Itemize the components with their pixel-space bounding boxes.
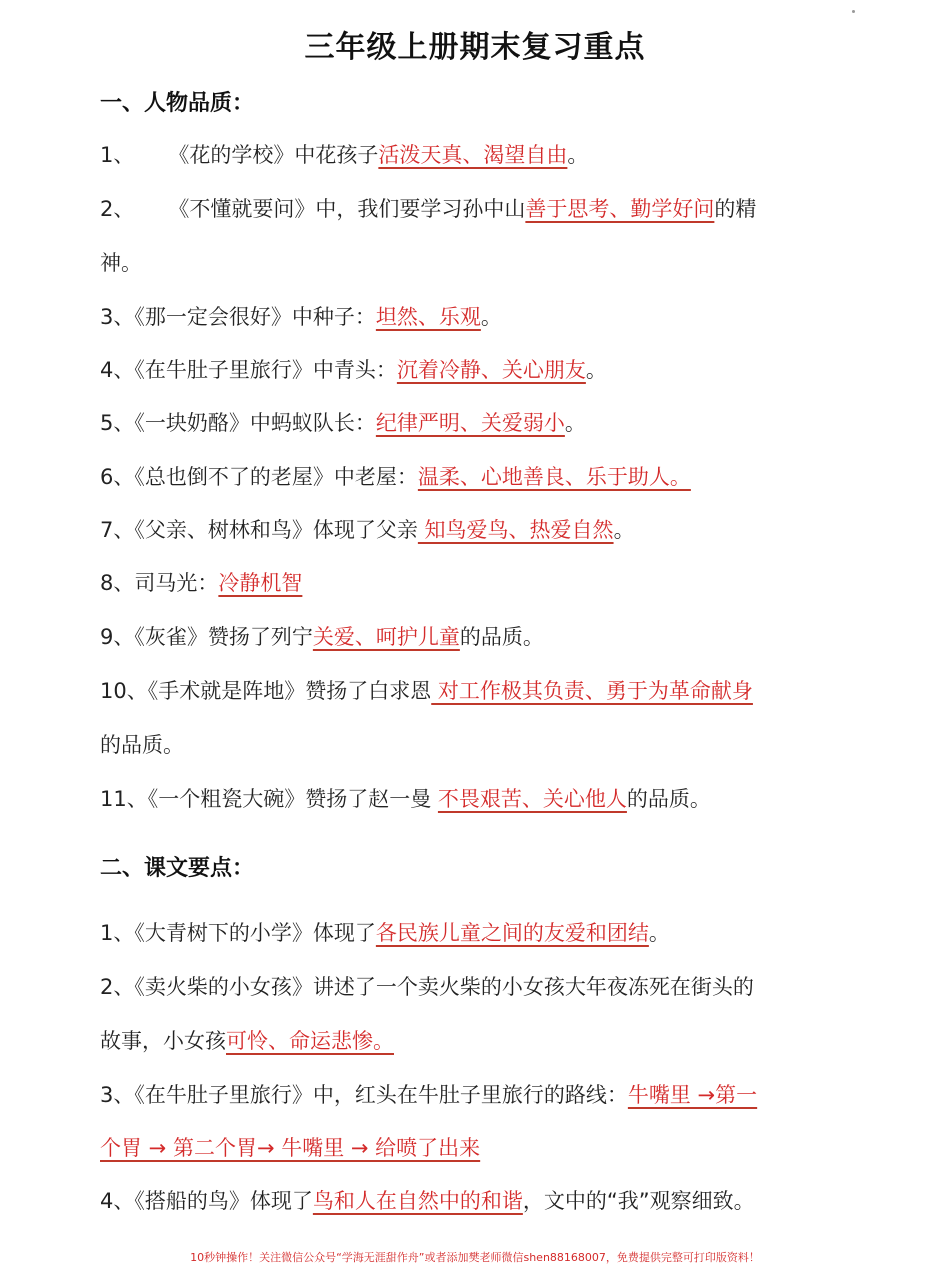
highlight-answer: 知鸟爱鸟、热爱自然 (417, 518, 614, 542)
page-title: 三年级上册期末复习重点 (304, 30, 646, 65)
list-item: 1、《大青树下的小学》体现了各民族儿童之间的友爱和团结。 (100, 921, 670, 945)
list-item: 4、《在牛肚子里旅行》中青头：沉着冷静、关心朋友。 (100, 358, 607, 382)
list-item-continuation: 故事，小女孩可怜、命运悲惨。 (100, 1029, 394, 1053)
highlight-answer: 关爱、呵护儿童 (312, 625, 460, 649)
highlight-answer: 善于思考、勤学好问 (525, 197, 715, 221)
list-item: 8、司马光：冷静机智 (100, 571, 303, 595)
highlight-answer: 沉着冷静、关心朋友 (396, 358, 586, 382)
highlight-answer: 牛嘴里 →第一 (627, 1083, 758, 1107)
highlight-answer: 鸟和人在自然中的和谐 (312, 1189, 523, 1213)
highlight-answer: 温柔、心地善良、乐于助人。 (417, 465, 691, 489)
highlight-answer: 可怜、命运悲惨。 (226, 1029, 394, 1053)
highlight-answer: 坦然、乐观 (375, 305, 481, 329)
highlight-answer: 各民族儿童之间的友爱和团结 (375, 921, 649, 945)
list-item: 5、《一块奶酪》中蚂蚁队长：纪律严明、关爱弱小。 (100, 411, 586, 435)
section-heading-lessons: 二、课文要点： (100, 856, 255, 881)
highlight-answer: 不畏艰苦、关心他人 (437, 787, 627, 811)
list-item-continuation: 的品质。 (100, 733, 184, 757)
list-item: 2、 《不懂就要问》中，我们要学习孙中山善于思考、勤学好问的精 (100, 197, 757, 221)
highlight-answer: 冷静机智 (218, 571, 303, 595)
list-item: 4、《搭船的鸟》体现了鸟和人在自然中的和谐，文中的“我”观察细致。 (100, 1189, 755, 1213)
list-item: 2、《卖火柴的小女孩》讲述了一个卖火柴的小女孩大年夜冻死在街头的 (100, 975, 754, 999)
list-item: 9、《灰雀》赞扬了列宁关爱、呵护儿童的品质。 (100, 625, 544, 649)
list-item: 3、《那一定会很好》中种子：坦然、乐观。 (100, 305, 502, 329)
section-heading-character: 一、人物品质： (100, 91, 255, 116)
highlight-answer: 对工作极其负责、勇于为革命献身 (431, 679, 753, 703)
list-item: 6、《总也倒不了的老屋》中老屋：温柔、心地善良、乐于助人。 (100, 465, 691, 489)
list-item: 7、《父亲、树林和鸟》体现了父亲 知鸟爱鸟、热爱自然。 (100, 518, 635, 542)
list-item-continuation: 神。 (100, 251, 142, 275)
footer-promo-text: 10秒钟操作！关注微信公众号“学海无涯甜作舟”或者添加樊老师微信shen88168007，免费提供完整可打印版资料！ (190, 1251, 760, 1264)
list-item: 1、 《花的学校》中花孩子活泼天真、渴望自由。 (100, 143, 589, 167)
highlight-answer: 纪律严明、关爱弱小 (375, 411, 565, 435)
list-item: 10、《手术就是阵地》赞扬了白求恩 对工作极其负责、勇于为革命献身 (100, 679, 753, 703)
list-item: 11、《一个粗瓷大碗》赞扬了赵一曼 不畏艰苦、关心他人的品质。 (100, 787, 711, 811)
highlight-answer: 个胃 → 第二个胃→ 牛嘴里 → 给喷了出来 (100, 1136, 481, 1160)
list-item-continuation (100, 1133, 860, 1163)
scan-dot (852, 10, 855, 13)
list-item: 3、《在牛肚子里旅行》中，红头在牛肚子里旅行的路线：牛嘴里 →第一 (100, 1083, 758, 1107)
highlight-answer: 活泼天真、渴望自由 (378, 143, 568, 167)
